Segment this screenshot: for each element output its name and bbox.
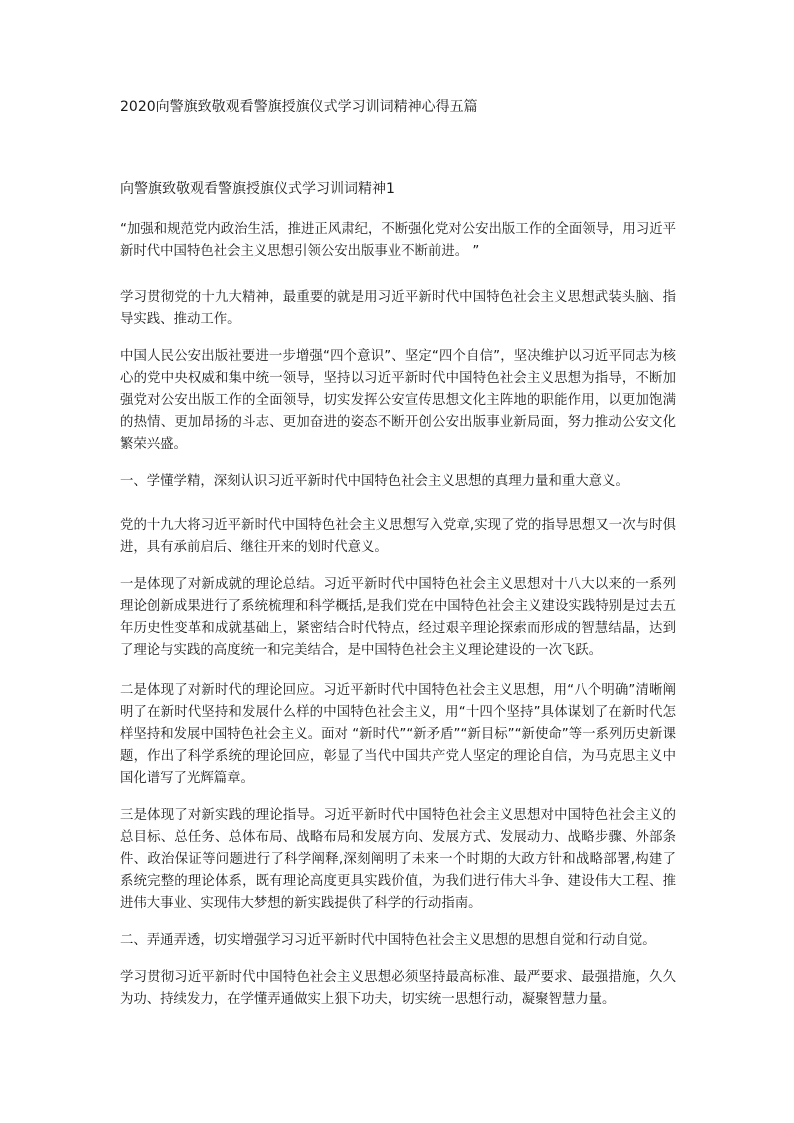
paragraph-section-one: 一、学懂学精，深刻认识习近平新时代中国特色社会主义思想的真理力量和重大意义。 bbox=[120, 474, 629, 489]
paragraph-section-two: 二、弄通弄透，切实增强学习习近平新时代中国特色社会主义思想的思想自觉和行动自觉。 bbox=[120, 933, 656, 948]
paragraph-quote: “加强和规范党内政治生活，推进正风肃纪，不断强化党对公安出版工作的全面领导，用习近平新时代中国特色社会主义思想引领公安出版事业不断前进。 ” bbox=[120, 222, 676, 259]
paragraph-party-charter: 党的十九大将习近平新时代中国特色社会主义思想写入党章,实现了党的指导思想又一次与时俱进，具有承前启后、继往开来的划时代意义。 bbox=[120, 518, 676, 555]
paragraph-new-practice: 三是体现了对新实践的理论指导。习近平新时代中国特色社会主义思想对中国特色社会主义的总目标、总任务、总体布局、战略布局和发展方向、发展方式、发展动力、战略步骤、外部条件、政治保证等问题进行了科学阐释,深刻阐明了未来一个时期的大政方针和战略部署,构建了系统完整的理论体系，既有理论高度更具实践价值，为我们进行伟大斗争、建设伟大工程、推进伟大事业、实现伟大梦想的新实践提供了科学的行动指南。 bbox=[120, 808, 676, 911]
paragraph-standards: 学习贯彻习近平新时代中国特色社会主义思想必须坚持最高标准、最严要求、最强措施，久久为功、持续发力，在学懂弄通做实上狠下功夫，切实统一思想行动，凝聚智慧力量。 bbox=[120, 970, 676, 1007]
section-heading: 向警旗致敬观看警旗授旗仪式学习训词精神1 bbox=[120, 181, 395, 197]
paragraph-study: 学习贯彻党的十九大精神，最重要的就是用习近平新时代中国特色社会主义思想武装头脑、指导实践、推动工作。 bbox=[120, 290, 676, 327]
paragraph-new-era: 二是体现了对新时代的理论回应。习近平新时代中国特色社会主义思想，用“八个明确”清晰阐明了在新时代坚持和发展什么样的中国特色社会主义，用“十四个坚持”具体谋划了在新时代怎样坚持和发展中国特色社会主义。面对 “新时代”“新矛盾”“新目标”“新使命”等一系列历史新课题，作出了科学系统的理论回应，彰显了当代中国共产党人坚定的理论自信，为马克思主义中国化谱写了光辉篇章。 bbox=[120, 683, 676, 786]
document-title: 2020向警旗致敬观看警旗授旗仪式学习训词精神心得五篇 bbox=[120, 99, 478, 115]
paragraph-new-achievements: 一是体现了对新成就的理论总结。习近平新时代中国特色社会主义思想对十八大以来的一系列理论创新成果进行了系统梳理和科学概括,是我们党在中国特色社会主义建设实践特别是过去五年历史性变革和成就基础上，紧密结合时代特点，经过艰辛理论探索而形成的智慧结晶，达到了理论与实践的高度统一和完美结合，是中国特色社会主义理论建设的一次飞跃。 bbox=[120, 577, 676, 658]
paragraph-publisher: 中国人民公安出版社要进一步增强“四个意识”、坚定“四个自信”，坚决维护以习近平同志为核心的党中央权威和集中统一领导，坚持以习近平新时代中国特色社会主义思想为指导，不断加强党对公安出版工作的全面领导，切实发挥公安宣传思想文化主阵地的职能作用，以更加饱满的热情、更加昂扬的斗志、更加奋进的姿态不断开创公安出版事业新局面，努力推动公安文化繁荣兴盛。 bbox=[120, 349, 676, 452]
